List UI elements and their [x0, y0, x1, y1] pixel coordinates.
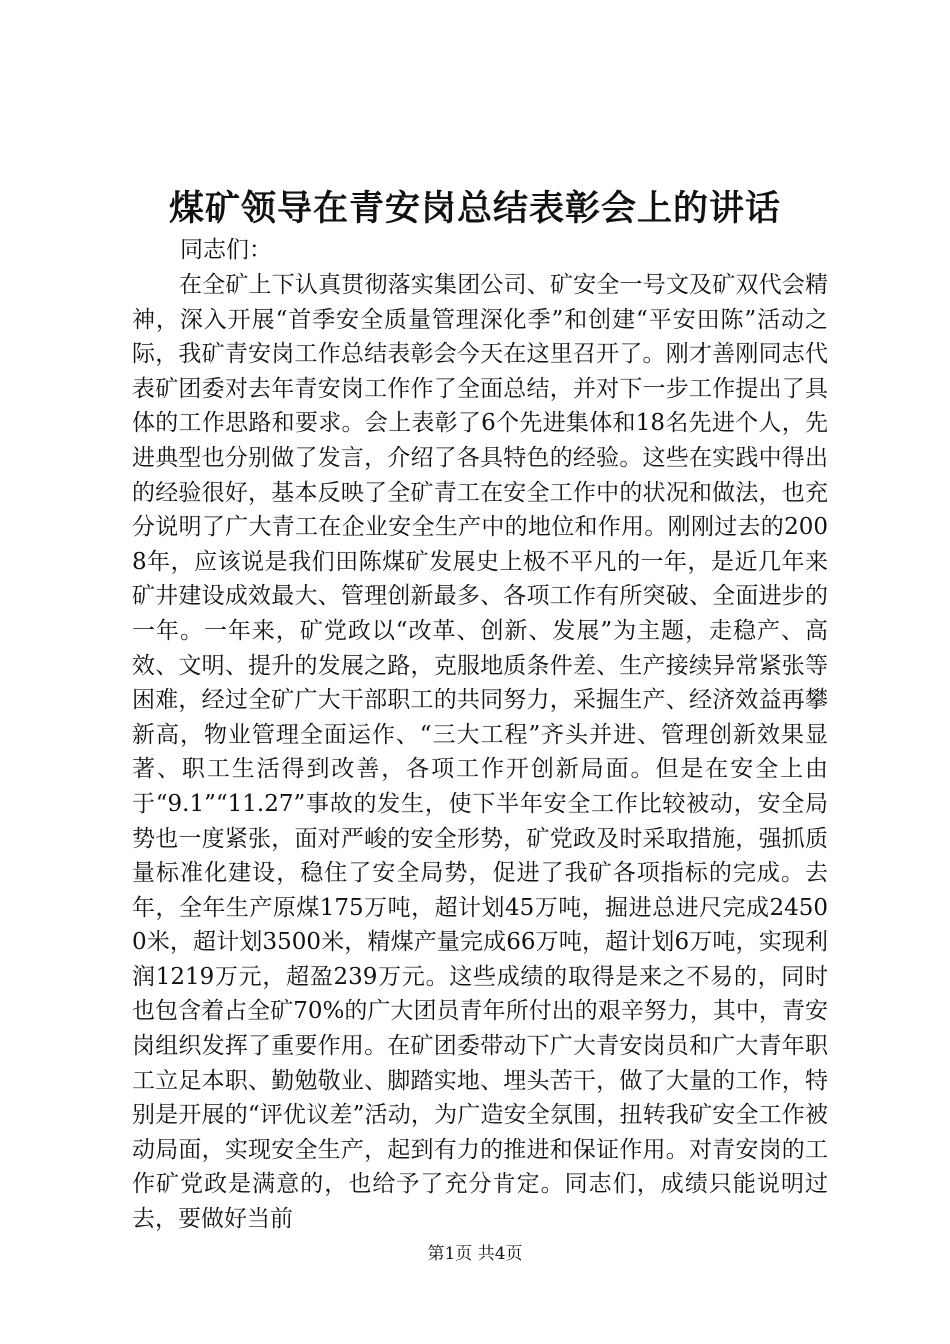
body-paragraph: 在全矿上下认真贯彻落实集团公司、矿安全一号文及矿双代会精神，深入开展“首季安全质量管理深化季”和创建“平安田陈”活动之际，我矿青安岗工作总结表彰会今天在这里召开了。刚才善刚同志代表矿团委对去年青安岗工作作了全面总结，并对下一步工作提出了具体的工作思路和要求。会上表彰了6个先进集体和18名先进个人，先进典型也分别做了发言，介绍了各具特色的经验。这些在实践中得出的经验很好，基本反映了全矿青工在安全工作中的状况和做法，也充分说明了广大青工在企业安全生产中的地位和作用。刚刚过去的2008年，应该说是我们田陈煤矿发展史上极不平凡的一年，是近几年来矿井建设成效最大、管理创新最多、各项工作有所突破、全面进步的一年。一年来，矿党政以“改革、创新、发展”为主题，走稳产、高效、文明、提升的发展之路，克服地质条件差、生产接续异常紧张等困难，经过全矿广大干部职工的共同努力，采掘生产、经济效益再攀新高，物业管理全面运作、“三大工程”齐头并进、管理创新效果显著、职工生活得到改善，各项工作开创新局面。但是在安全上由于“9.1”“11.27”事故的发生，使下半年安全工作比较被动，安全局势也一度紧张，面对严峻的安全形势，矿党政及时采取措施，强抓质量标准化建设，稳住了安全局势，促进了我矿各项指标的完成。去年，全年生产原煤175万吨，超计划45万吨，掘进总进尺完成24500米，超计划3500米，精煤产量完成66万吨，超计划6万吨，实现利润1219万元，超盈239万元。这些成绩的取得是来之不易的，同时也包含着占全矿70%的广大团员青年所付出的艰辛努力，其中，青安岗组织发挥了重要作用。在矿团委带动下广大青安岗员和广大青年职工立足本职、勤勉敬业、脚踏实地、埋头苦干，做了大量的工作，特别是开展的“评优议差”活动，为广造安全氛围，扭转我矿安全工作被动局面，实现安全生产，起到有力的推进和保证作用。对青安岗的工作矿党政是满意的，也给予了充分肯定。同志们，成绩只能说明过去，要做好当前	[132, 272, 828, 1233]
document-title: 煤矿领导在青安岗总结表彰会上的讲话	[168, 188, 781, 229]
salutation: 同志们：	[180, 237, 272, 263]
page-footer: 第1页 共4页	[427, 1244, 523, 1264]
